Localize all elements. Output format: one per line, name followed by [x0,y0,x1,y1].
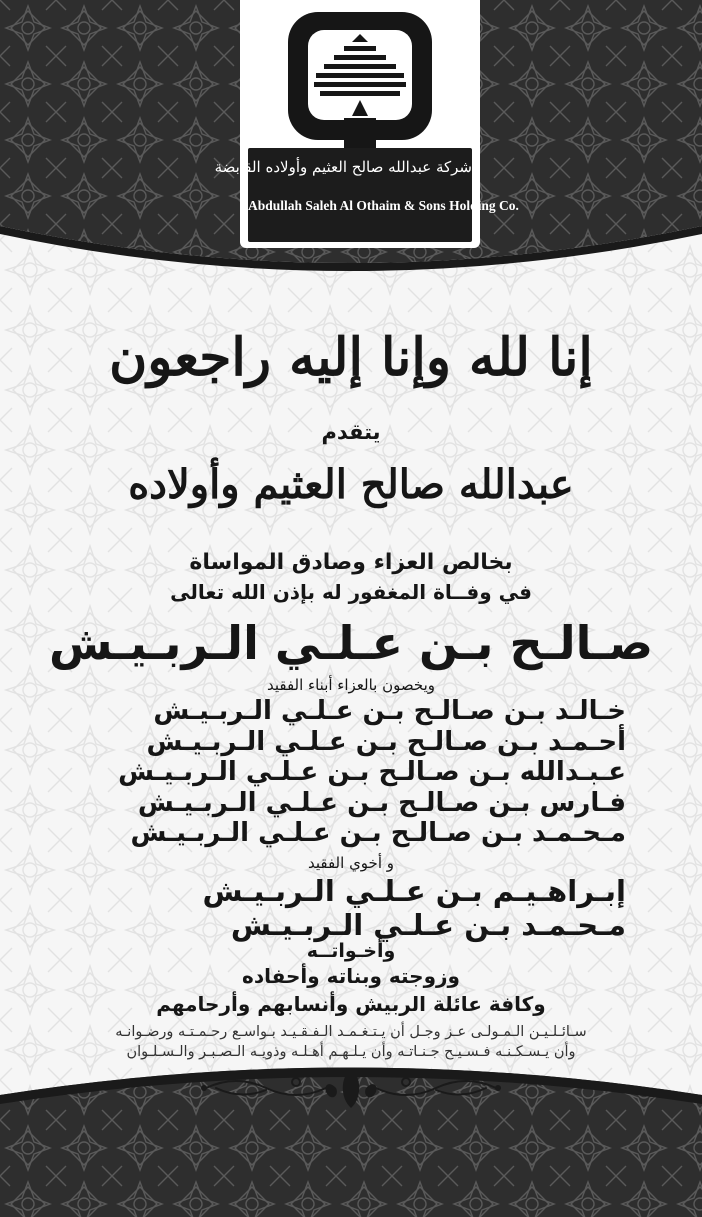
condolence-line: في وفــاة المغفور له بإذن الله تعالى [170,580,532,604]
son-name: خـالـد بـن صـالـح بـن عـلـي الـربـيـش [153,696,626,726]
presents-word: يتقدم [321,420,381,444]
sons-list [66,696,626,849]
brother-name: مـحـمـد بـن عـلـي الـربـيـش [230,908,626,942]
deceased-name: صـالـح بـن عـلـي الـربـيـش [48,616,654,670]
son-name: عـبـدالله بـن صـالـح بـن عـلـي الـربـيـش [118,757,626,787]
ornament-divider-icon [196,1066,506,1110]
sons-label: ويخصون بالعزاء أبناء الفقيد [266,676,436,694]
condolence-line: بخالص العزاء وصادق المواساة [189,550,513,575]
sender-family-title: عبدالله صالح العثيم وأولاده [128,461,574,508]
company-name-arabic: شركة عبدالله صالح العثيم وأولاده القابضة [214,158,472,176]
son-name: أحـمـد بـن صـالـح بـن عـلـي الـربـيـش [146,726,626,757]
son-name: فـارس بـن صـالـح بـن عـلـي الـربـيـش [137,787,626,818]
brothers-label: و أخوي الفقيد [307,854,395,872]
sisters-line: وأخـواتــه [306,940,396,962]
logo-emblem-icon [274,8,446,148]
son-name: مـحـمـد بـن صـالـح بـن عـلـي الـربـيـش [130,818,626,848]
logo-name-band [214,148,519,242]
family-line: وكافة عائلة الربيش وأنسابهم وأرحامهم [156,992,546,1016]
quran-verse: إنا لله وإنا إليه راجعون [109,327,593,388]
brother-name: إبـراهـيـم بـن عـلـي الـربـيـش [202,874,626,908]
prayer-line: وأن يـسـكـنـه فـسـيـح جـنـاتـه وأن يـلـهـم أهـلـه وذويـه الـصـبـر والـسـلـوان [126,1044,576,1060]
company-name-english: Abdullah Saleh Al Othaim & Sons Holding Co. [248,198,519,213]
wife-children-line: وزوجته وبناته وأحفاده [242,964,460,988]
brothers-list [66,874,626,942]
prayer-line: سـائـلـيـن الـمـولـى عـز وجـل أن يـتـغـمـد الـفـقـيـد بـواسـع رحـمـتـه ورضـوانـه [115,1024,587,1040]
company-logo [214,0,519,248]
